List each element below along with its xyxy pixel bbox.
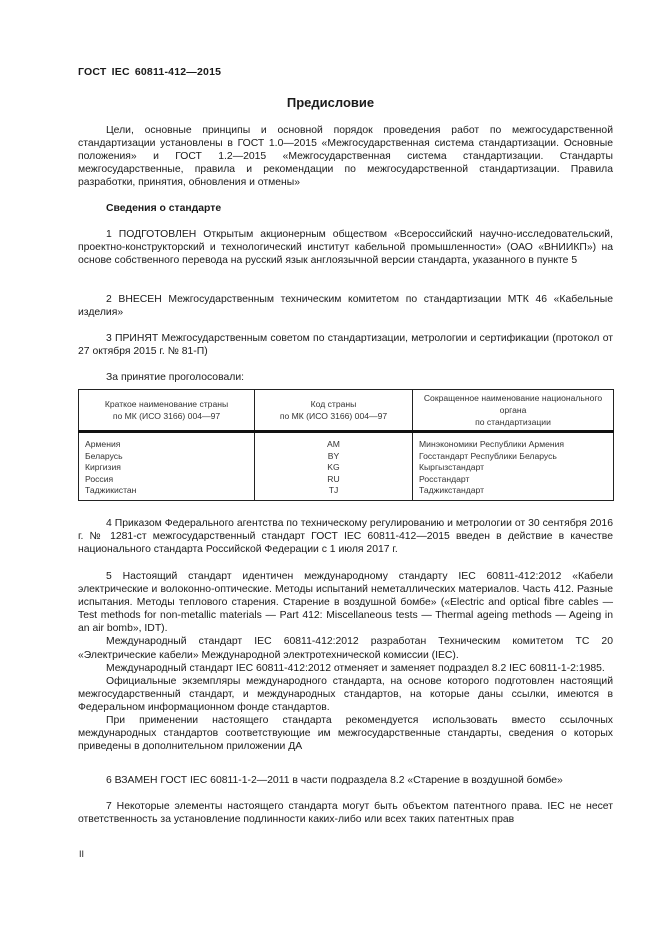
item-4-paragraph: 4 Приказом Федерального агентства по техническому регулированию и метрологии от 30 сентября 2016 г. № 1281-ст межгосударственный стандарт ГОСТ IEC 60811-412—2015 введен в действие в качестве национального стандарта Российской Федерации с 1 июля 2017 г. <box>78 518 613 556</box>
voting-countries-table <box>78 389 614 501</box>
item-3-paragraph: 3 ПРИНЯТ Межгосударственным советом по стандартизации, метрологии и сертификации (протокол от 27 октября 2015 г. № 81-П) <box>78 333 613 358</box>
col-header-code: Код страны по МК (ИСО 3166) 004—97 <box>255 390 413 432</box>
col-header-agency: Сокращенное наименование национального органа по стандартизации <box>413 390 614 432</box>
page-title: Предисловие <box>286 95 375 110</box>
voted-label: За принятие проголосовали: <box>106 372 245 383</box>
item-2-paragraph: 2 ВНЕСЕН Межгосударственным техническим комитетом по стандартизации МТК 46 «Кабельные изделия» <box>78 294 613 319</box>
item-5-paragraph: 5 Настоящий стандарт идентичен международному стандарту IEC 60811-412:2012 «Кабели электрические и волоконно-оптические. Методы испытаний неметаллических материалов. Часть 412. Разные испытания. Методы теплового старения. Старение в воздушной бомбе» («Electric and optical fibre cables — Test methods for non-metallic materials — Part 412: Miscellaneous tests — Thermal ageing methods — Ageing in an air bomb», IDT). Международный стандарт IEC 60811-412:2012 разработан Техническим комитетом ТС 20 «Электрические кабели» Международной электротехнической комиссии (IEC). Международный стандарт IEC 60811-412:2012 отменяет и заменяет подраздел 8.2 IEC 60811-1-2:1985. Официальные экземпляры международного стандарта, на основе которого подготовлен настоящий межгосударственный стандарт, и международных стандартов, на которые даны ссылки, имеются в Федеральном информационном фонде стандартов. При применении настоящего стандарта рекомендуется использовать вместо ссылочных международных стандартов соответствующие им межгосударственные стандарты, сведения о которых приведены в дополнительном приложении ДА <box>78 571 613 753</box>
country-names-cell: Армения Беларусь Киргизия Россия Таджикистан <box>79 432 255 501</box>
item-1-paragraph: 1 ПОДГОТОВЛЕН Открытым акционерным обществом «Всероссийский научно-исследовательский, проектно-конструкторский и технологический институт кабельной промышленности» (ОАО «ВНИИКП») на основе собственного перевода на русский язык англоязычной версии стандарта, указанного в пункте 5 <box>78 229 613 267</box>
page-number: II <box>79 849 85 859</box>
table-header-row <box>79 390 614 432</box>
item-7-paragraph: 7 Некоторые элементы настоящего стандарта могут быть объектом патентного права. IEC не несет ответственность за установление подлинности каких-либо или всех таких патентных прав <box>78 801 613 826</box>
table-body-row <box>79 432 614 501</box>
col-header-country: Краткое наименование страны по МК (ИСО 3166) 004—97 <box>79 390 255 432</box>
document-header-id: ГОСТ IEC 60811-412—2015 <box>78 66 222 78</box>
intro-paragraph: Цели, основные принципы и основной порядок проведения работ по межгосударственной стандартизации установлены в ГОСТ 1.0—2015 «Межгосударственная система стандартизации. Основные положения» и ГОСТ 1.2—2015 «Межгосударственная система стандартизации. Стандарты межгосударственные, правила и рекомендации по межгосударственной стандартизации. Правила разработки, принятия, обновления и отмены» <box>78 125 613 189</box>
item-6-paragraph: 6 ВЗАМЕН ГОСТ IEC 60811-1-2—2011 в части подраздела 8.2 «Старение в воздушной бомбе» <box>106 775 563 786</box>
agency-names-cell: Минэкономики Республики Армения Госстандарт Республики Беларусь Кыргызстандарт Росстандарт Таджикстандарт <box>413 432 614 501</box>
country-codes-cell: AM BY KG RU TJ <box>255 432 413 501</box>
section-subheading: Сведения о стандарте <box>106 203 222 214</box>
